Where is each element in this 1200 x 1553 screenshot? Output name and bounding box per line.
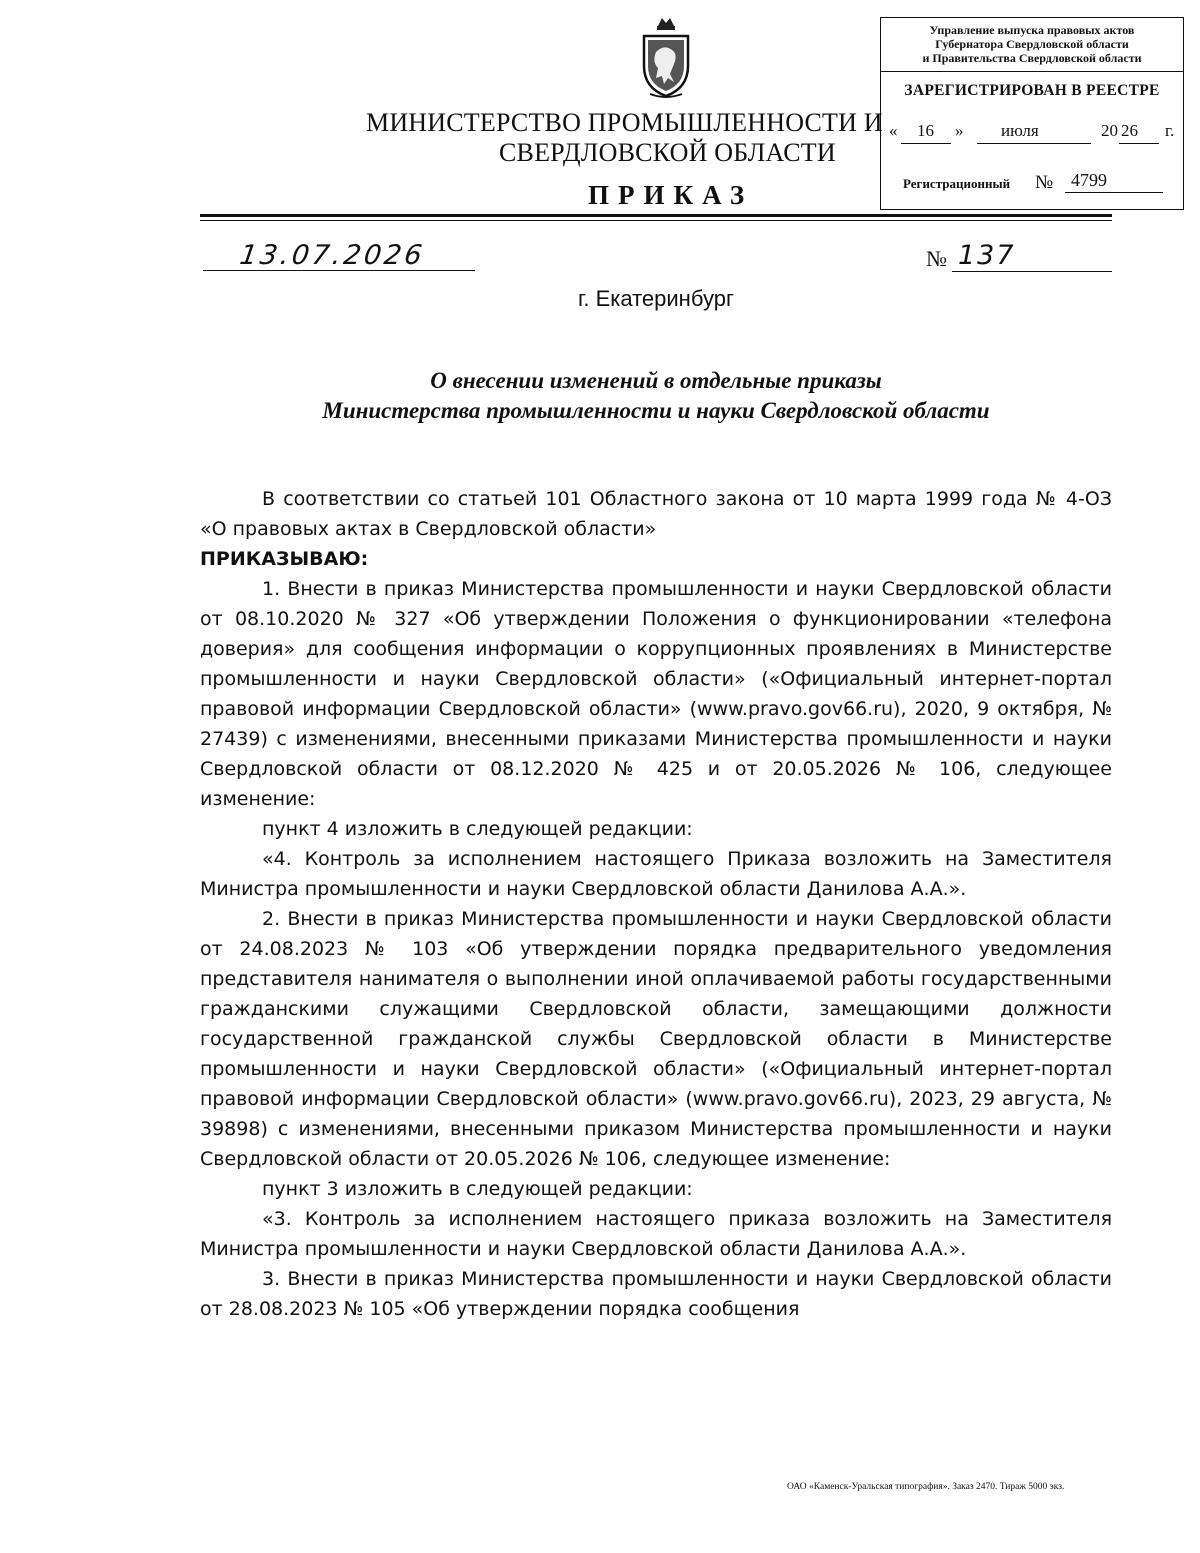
item-1: 1. Внести в приказ Министерства промышленности и науки Свердловской области от 08.10.2020 № 327 «Об утверждении Положения о функционировании «телефона доверия» для сообщения информации о коррупционных проявлениях в Министерстве промышленности и науки Свердловской области» («Официальный интернет-портал правовой информации Свердловской области» (www.pravo.gov66.ru), 2020, 9 октября, № 27439) с изменениями, внесенными приказами Министерства промышленности и науки Свердловской области от 08.12.2020 № 425 и от 20.05.2026 № 106, следующее изменение: bbox=[200, 578, 1112, 810]
order-title: ПРИКАЗ bbox=[588, 180, 754, 210]
order-subject: О внесении изменений в отдельные приказы Министерства промышленности и науки Свердловской области bbox=[322, 368, 990, 423]
item-2-text: «3. Контроль за исполнением настоящего приказа возложить на Заместителя Министра промышленности и науки Свердловской области Данилова А.А.». bbox=[200, 1208, 1112, 1260]
registry-date: « 16 » июля 20 26 г. bbox=[889, 121, 1179, 149]
item-3: 3. Внести в приказ Министерства промышленности и науки Свердловской области от 28.08.2023 № 105 «Об утверждении порядка сообщения bbox=[200, 1268, 1112, 1320]
order-number-sign: № bbox=[926, 246, 947, 271]
order-body bbox=[200, 484, 1112, 1324]
header-divider-thin bbox=[200, 220, 1112, 221]
order-city: г. Екатеринбург bbox=[578, 286, 734, 311]
printer-imprint: ОАО «Каменск-Уральская типография». Заказ 2470. Тираж 5000 экз. bbox=[787, 1482, 1065, 1492]
item-2-sub: пункт 3 изложить в следующей редакции: bbox=[262, 1178, 693, 1200]
header-divider bbox=[200, 214, 1112, 217]
registry-stamp bbox=[880, 17, 1184, 210]
registry-day: 16 bbox=[917, 121, 934, 140]
item-1-text: «4. Контроль за исполнением настоящего Приказа возложить на Заместителя Министра промышленности и науки Свердловской области Данилова А.А.». bbox=[200, 848, 1112, 900]
registry-year: 26 bbox=[1121, 121, 1138, 140]
item-2: 2. Внести в приказ Министерства промышленности и науки Свердловской области от 24.08.2023 № 103 «Об утверждении порядка предварительного уведомления представителя нанимателя о выполнении иной оплачиваемой работы государственными гражданскими служащими Свердловской области, замещающими должности государственной гражданской службы Свердловской области в Министерстве промышленности и науки Свердловской области» («Официальный интернет-портал правовой информации Свердловской области» (www.pravo.gov66.ru), 2023, 29 августа, № 39898) с изменениями, внесенными приказом Министерства промышленности и науки Свердловской области от 20.05.2026 № 106, следующее изменение: bbox=[200, 908, 1112, 1170]
registry-header: Управление выпуска правовых актов Губернатора Свердловской области и Правительства Свердловской области bbox=[881, 18, 1183, 72]
registry-month: июля bbox=[1001, 121, 1039, 140]
registry-number-value: 4799 bbox=[1071, 170, 1107, 190]
order-word: ПРИКАЗЫВАЮ: bbox=[200, 548, 369, 570]
coat-of-arms-icon bbox=[636, 12, 696, 102]
preamble: В соответствии со статьей 101 Областного закона от 10 марта 1999 года № 4-ОЗ «О правовых актах в Свердловской области» bbox=[200, 488, 1112, 540]
order-number: 137 bbox=[958, 240, 1016, 271]
item-1-sub: пункт 4 изложить в следующей редакции: bbox=[262, 818, 693, 840]
registry-number: Регистрационный № 4799 bbox=[903, 168, 1173, 198]
registry-title: ЗАРЕГИСТРИРОВАН В РЕЕСТРЕ bbox=[904, 82, 1160, 99]
order-date: 13.07.2026 bbox=[237, 240, 427, 271]
